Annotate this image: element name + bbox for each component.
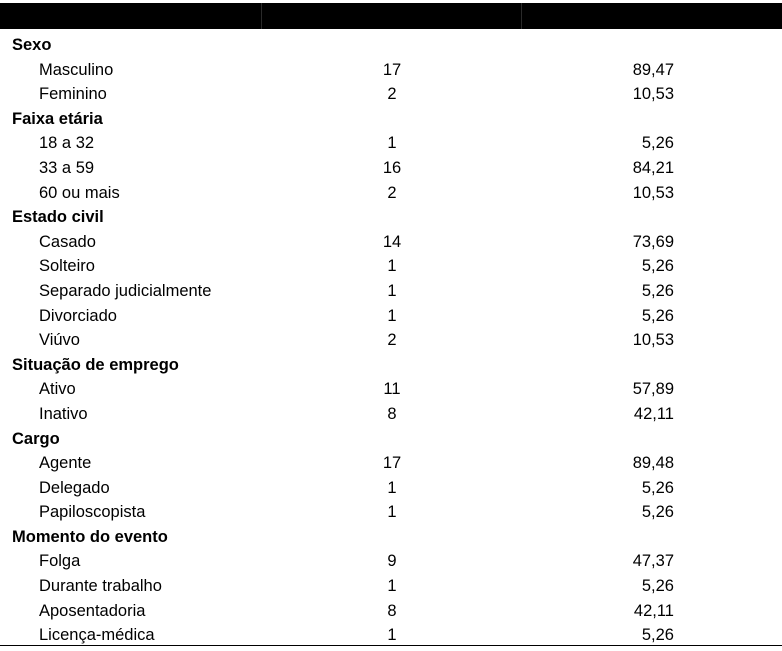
row-count: 1 <box>387 503 397 522</box>
row-count: 1 <box>387 257 397 276</box>
row-label: 60 ou mais <box>39 183 120 202</box>
row-label: Delegado <box>39 478 110 497</box>
row-count: 2 <box>387 331 397 350</box>
table-row <box>0 476 782 501</box>
group-row <box>0 107 782 132</box>
table-row <box>0 304 782 329</box>
row-percent: 42,11 <box>633 404 674 423</box>
row-percent: 47,37 <box>632 552 674 571</box>
row-count: 2 <box>387 85 397 104</box>
row-label: Feminino <box>39 85 107 104</box>
header-cell-percent <box>522 3 782 29</box>
row-label: Licença-médica <box>39 626 155 645</box>
group-title: Sexo <box>12 36 52 54</box>
row-percent: 10,53 <box>632 183 674 202</box>
row-percent: 73,69 <box>632 232 674 251</box>
table-row <box>0 549 782 574</box>
row-count: 14 <box>382 232 402 251</box>
table-row <box>0 451 782 476</box>
row-label: Masculino <box>39 60 114 79</box>
group-row <box>0 427 782 452</box>
table-header <box>0 3 782 29</box>
table-bottom-rule <box>0 645 782 646</box>
group-row <box>0 205 782 230</box>
row-count: 1 <box>387 577 397 596</box>
row-count: 1 <box>387 626 397 645</box>
row-percent: 57,89 <box>632 380 674 399</box>
group-title: Situação de emprego <box>12 355 179 374</box>
table-row <box>0 599 782 624</box>
row-percent: 5,26 <box>641 306 674 325</box>
table-row <box>0 82 782 107</box>
row-percent: 10,53 <box>632 85 674 104</box>
group-row <box>0 353 782 378</box>
row-label: Folga <box>39 552 81 571</box>
header-cell-category <box>0 3 261 29</box>
row-count: 1 <box>387 306 397 325</box>
table-row <box>0 230 782 255</box>
row-percent: 5,26 <box>641 626 674 645</box>
row-count: 1 <box>387 134 397 153</box>
table-row <box>0 58 782 83</box>
row-percent: 5,26 <box>641 478 674 497</box>
row-label: Viúvo <box>39 331 80 350</box>
row-count: 11 <box>383 380 401 399</box>
row-percent: 5,26 <box>641 503 674 522</box>
row-count: 8 <box>387 404 397 423</box>
group-title: Faixa etária <box>12 109 103 128</box>
row-count: 17 <box>382 454 402 473</box>
group-row <box>0 33 782 58</box>
row-percent: 10,53 <box>632 331 674 350</box>
table-body <box>0 33 782 648</box>
table-row <box>0 402 782 427</box>
row-count: 1 <box>387 478 397 497</box>
row-count: 8 <box>387 601 397 620</box>
table-row <box>0 328 782 353</box>
table-row <box>0 181 782 206</box>
row-label: Papiloscopista <box>39 503 146 522</box>
row-label: 33 a 59 <box>39 158 95 177</box>
row-percent: 5,26 <box>641 281 674 300</box>
table-row <box>0 156 782 181</box>
row-percent: 42,11 <box>633 601 674 620</box>
table-row <box>0 279 782 304</box>
table-row <box>0 500 782 525</box>
row-label: 18 a 32 <box>39 134 95 153</box>
group-title: Cargo <box>12 429 60 448</box>
row-count: 2 <box>387 183 397 202</box>
table-row <box>0 574 782 599</box>
group-row <box>0 525 782 550</box>
row-percent: 84,21 <box>632 158 674 177</box>
row-percent: 89,48 <box>632 454 674 473</box>
table-row <box>0 131 782 156</box>
table-row <box>0 254 782 279</box>
table-row <box>0 377 782 402</box>
group-title: Estado civil <box>12 208 104 227</box>
row-count: 9 <box>387 552 397 571</box>
row-label: Separado judicialmente <box>39 281 212 300</box>
row-label: Solteiro <box>39 257 95 276</box>
row-count: 16 <box>382 158 402 177</box>
row-percent: 5,26 <box>641 577 674 596</box>
row-label: Inativo <box>39 404 88 423</box>
row-count: 1 <box>387 281 397 300</box>
row-percent: 5,26 <box>641 257 674 276</box>
row-label: Durante trabalho <box>39 577 162 596</box>
group-title: Momento do evento <box>12 527 168 546</box>
row-label: Casado <box>39 232 96 251</box>
row-label: Divorciado <box>39 306 117 325</box>
header-cell-count <box>262 3 521 29</box>
row-label: Ativo <box>39 380 76 399</box>
row-label: Aposentadoria <box>39 601 146 620</box>
row-count: 17 <box>382 60 402 79</box>
row-percent: 89,47 <box>632 60 674 79</box>
row-percent: 5,26 <box>641 134 674 153</box>
row-label: Agente <box>39 454 92 473</box>
